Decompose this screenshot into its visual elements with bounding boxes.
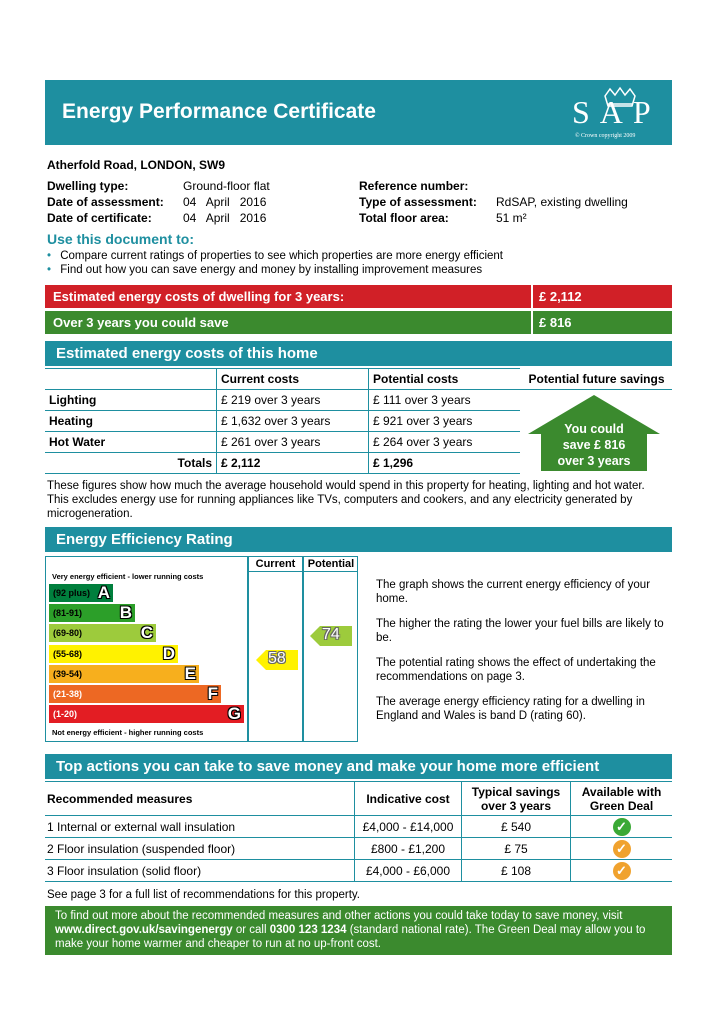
col-header-current: Current costs [217, 369, 369, 390]
cell-potential: £ 921 over 3 years [369, 411, 521, 432]
col-header-savings: Typical savings over 3 years [462, 782, 571, 816]
current-rating-value: 58 [268, 650, 286, 667]
costs-table [45, 368, 520, 474]
detail-label: Date of certificate: [47, 211, 152, 225]
detail-value: RdSAP, existing dwelling [496, 195, 628, 209]
cell-current: £ 261 over 3 years [217, 432, 369, 453]
totals-current: £ 2,112 [217, 453, 369, 474]
details-left [47, 179, 347, 227]
certificate-header [45, 80, 672, 145]
sap-logo [565, 86, 670, 142]
rating-text-2: The higher the rating the lower your fuel bills are likely to be. [376, 618, 664, 644]
row-label: Heating [45, 411, 217, 432]
actions-section-heading [45, 754, 672, 779]
measure-saving: £ 108 [462, 860, 571, 882]
rating-band-b [49, 604, 135, 622]
bullet-item: Compare current ratings of properties to see which properties are more energy efficient [60, 250, 503, 262]
bullet-item: Find out how you can save energy and money by installing improvement measures [60, 264, 483, 276]
band-range: (92 plus) [53, 588, 91, 598]
potential-rating-arrow [310, 626, 352, 649]
band-letter: E [184, 663, 196, 683]
band-letter: C [140, 623, 153, 643]
arrow-line-2: save £ 816 [562, 438, 626, 452]
rating-col-potential: Potential [307, 558, 355, 570]
band-range: (39-54) [53, 668, 83, 679]
col-header-measures: Recommended measures [45, 782, 355, 816]
totals-label: Totals [45, 453, 217, 474]
band-range: (55-68) [53, 648, 83, 659]
rating-section-heading [45, 527, 672, 552]
band-letter: D [162, 643, 175, 663]
use-document-list [47, 250, 503, 278]
bullet-icon: • [47, 250, 52, 262]
check-icon: ✓ [613, 818, 631, 836]
rating-band-d [49, 645, 178, 663]
use-document-heading: Use this document to: [47, 231, 195, 247]
future-savings-header: Potential future savings [528, 372, 665, 386]
rating-text-3: The potential rating shows the effect of undertaking the recommendations on page 3. [376, 657, 656, 683]
table-row [45, 432, 520, 453]
save-bar [45, 311, 672, 334]
detail-value: 51 m² [496, 211, 527, 225]
save-value: £ 816 [539, 315, 572, 330]
savings-arrow [527, 394, 661, 472]
footer-text-2: (standard national rate). The Green Deal may allow you to make your home warmer and cheaper to run at no up-front cost. [55, 924, 646, 950]
rating-band-e [49, 665, 199, 683]
measure-saving: £ 75 [462, 838, 571, 860]
current-rating-arrow [256, 650, 298, 673]
arrow-line-3: over 3 years [557, 454, 631, 468]
check-icon: ✓ [613, 862, 631, 880]
costs-note: These figures show how much the average household would spend in this property for heating, lighting and hot water. This excludes energy use for running appliances like TVs, computers and cookers, and any electricity generated by microgeneration. [47, 480, 645, 520]
cell-current: £ 219 over 3 years [217, 390, 369, 411]
band-letter: B [119, 603, 132, 623]
green-deal-cell [571, 816, 673, 838]
arrow-line-1: You could [564, 422, 624, 436]
col-header-potential: Potential costs [369, 369, 521, 390]
table-row [45, 838, 672, 860]
band-range: (21-38) [53, 689, 83, 699]
cell-current: £ 1,632 over 3 years [217, 411, 369, 432]
table-row [45, 816, 672, 838]
col-header-cost: Indicative cost [355, 782, 462, 816]
measure-name: 1 Internal or external wall insulation [45, 816, 355, 838]
detail-label: Reference number: [359, 179, 469, 193]
property-address: Atherfold Road, LONDON, SW9 [47, 158, 225, 172]
save-label: Over 3 years you could save [53, 315, 229, 330]
measure-name: 3 Floor insulation (solid floor) [45, 860, 355, 882]
rating-band-a [49, 584, 113, 602]
potential-rating-value: 74 [322, 626, 340, 643]
check-icon: ✓ [613, 840, 631, 858]
page-title: Energy Performance Certificate [62, 100, 376, 123]
costs-corner-cell [45, 369, 217, 390]
footer-phone: 0300 123 1234 [269, 924, 347, 936]
estimated-cost-label: Estimated energy costs of dwelling for 3 years: [53, 289, 345, 304]
rating-heading-text: Energy Efficiency Rating [56, 531, 233, 548]
green-deal-cell [571, 838, 673, 860]
rating-col-current: Current [255, 558, 296, 570]
rating-text-4: The average energy efficiency rating for a dwelling in England and Wales is band D (rating 60). [376, 696, 645, 722]
footer-text-1: To find out more about the recommended measures and other actions you could take today to save money, visit [55, 910, 623, 922]
measure-saving: £ 540 [462, 816, 571, 838]
row-label: Lighting [45, 390, 217, 411]
detail-value: 04 April 2016 [183, 211, 267, 225]
crown-copyright: © Crown copyright 2009 [575, 133, 636, 139]
table-row [45, 390, 520, 411]
estimated-cost-bar [45, 285, 672, 308]
bullet-icon: • [47, 264, 52, 276]
detail-value: Ground-floor flat [183, 179, 270, 193]
table-row [45, 860, 672, 882]
band-range: (81-91) [53, 608, 83, 619]
footer-link[interactable]: www.direct.gov.uk/savingenergy [55, 924, 233, 936]
estimated-cost-value: £ 2,112 [539, 289, 582, 304]
totals-potential: £ 1,296 [369, 453, 521, 474]
cell-potential: £ 264 over 3 years [369, 432, 521, 453]
rating-band-g [49, 705, 244, 723]
detail-label: Dwelling type: [47, 179, 129, 193]
rating-explanation [376, 578, 672, 723]
costs-section-heading [45, 341, 672, 366]
band-letter: A [97, 583, 110, 602]
band-range: (1-20) [53, 709, 78, 720]
band-letter: F [207, 684, 218, 703]
detail-value: 04 April 2016 [183, 195, 267, 209]
table-row [45, 411, 520, 432]
band-letter: G [227, 704, 241, 724]
measure-cost: £800 - £1,200 [355, 838, 462, 860]
row-label: Hot Water [45, 432, 217, 453]
rating-top-label: Very energy efficient - lower running costs [52, 572, 204, 581]
sap-logo-text: SAP [572, 94, 661, 130]
measure-cost: £4,000 - £6,000 [355, 860, 462, 882]
rating-text-1: The graph shows the current energy efficiency of your home. [376, 579, 651, 605]
rating-band-f [49, 685, 221, 703]
green-deal-cell [571, 860, 673, 882]
costs-heading-text: Estimated energy costs of this home [56, 345, 318, 362]
actions-heading-text: Top actions you can take to save money and make your home more efficient [56, 758, 600, 775]
detail-label: Total floor area: [359, 211, 449, 225]
rating-bottom-label: Not energy efficient - higher running costs [52, 728, 204, 737]
details-right [359, 179, 679, 227]
rating-band-c [49, 624, 156, 642]
detail-label: Date of assessment: [47, 195, 164, 209]
detail-label: Type of assessment: [359, 195, 477, 209]
band-range: (69-80) [53, 628, 83, 639]
footer-banner [45, 906, 672, 955]
col-header-green-deal: Available with Green Deal [571, 782, 673, 816]
see-page-note: See page 3 for a full list of recommendations for this property. [47, 889, 360, 901]
measures-table [45, 781, 672, 882]
measure-cost: £4,000 - £14,000 [355, 816, 462, 838]
footer-text-mid: or call [232, 924, 270, 936]
totals-row [45, 453, 520, 474]
measure-name: 2 Floor insulation (suspended floor) [45, 838, 355, 860]
cell-potential: £ 111 over 3 years [369, 390, 521, 411]
